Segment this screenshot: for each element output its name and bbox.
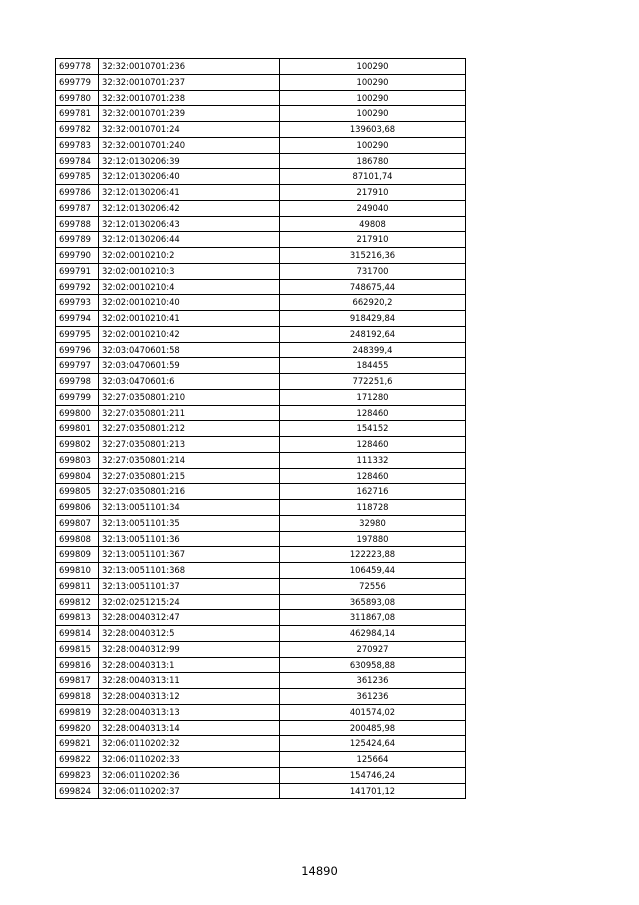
value-cell: 106459,44	[280, 563, 466, 579]
value-cell: 197880	[280, 531, 466, 547]
row-id-cell: 699796	[56, 342, 99, 358]
table-row	[56, 421, 466, 437]
row-id-cell: 699788	[56, 216, 99, 232]
value-cell: 49808	[280, 216, 466, 232]
row-id-cell: 699797	[56, 358, 99, 374]
row-id-cell: 699817	[56, 673, 99, 689]
value-cell: 111332	[280, 452, 466, 468]
table-row	[56, 626, 466, 642]
table-row	[56, 153, 466, 169]
cadastral-number-cell: 32:27:0350801:215	[99, 468, 280, 484]
table-row	[56, 90, 466, 106]
value-cell: 361236	[280, 689, 466, 705]
cadastral-number-cell: 32:28:0040313:12	[99, 689, 280, 705]
value-cell: 918429,84	[280, 311, 466, 327]
row-id-cell: 699823	[56, 767, 99, 783]
cadastral-number-cell: 32:03:0470601:6	[99, 374, 280, 390]
value-cell: 87101,74	[280, 169, 466, 185]
cadastral-number-cell: 32:27:0350801:210	[99, 389, 280, 405]
row-id-cell: 699816	[56, 657, 99, 673]
cadastral-number-cell: 32:28:0040312:47	[99, 610, 280, 626]
cadastral-number-cell: 32:27:0350801:211	[99, 405, 280, 421]
row-id-cell: 699799	[56, 389, 99, 405]
cadastral-number-cell: 32:12:0130206:39	[99, 153, 280, 169]
row-id-cell: 699807	[56, 515, 99, 531]
table-row	[56, 374, 466, 390]
page-number: 14890	[301, 864, 338, 878]
value-cell: 171280	[280, 389, 466, 405]
row-id-cell: 699811	[56, 578, 99, 594]
row-id-cell: 699793	[56, 295, 99, 311]
value-cell: 630958,88	[280, 657, 466, 673]
row-id-cell: 699821	[56, 736, 99, 752]
cadastral-number-cell: 32:28:0040312:5	[99, 626, 280, 642]
table-row	[56, 689, 466, 705]
value-cell: 162716	[280, 484, 466, 500]
cadastral-number-cell: 32:02:0010210:41	[99, 311, 280, 327]
table-row	[56, 106, 466, 122]
table-row	[56, 437, 466, 453]
table-row	[56, 185, 466, 201]
row-id-cell: 699819	[56, 704, 99, 720]
row-id-cell: 699781	[56, 106, 99, 122]
table-row	[56, 279, 466, 295]
table-row	[56, 200, 466, 216]
cadastral-number-cell: 32:28:0040313:14	[99, 720, 280, 736]
cadastral-number-cell: 32:06:0110202:37	[99, 783, 280, 799]
row-id-cell: 699802	[56, 437, 99, 453]
table-row	[56, 389, 466, 405]
value-cell: 249040	[280, 200, 466, 216]
row-id-cell: 699787	[56, 200, 99, 216]
value-cell: 200485,98	[280, 720, 466, 736]
row-id-cell: 699782	[56, 122, 99, 138]
row-id-cell: 699805	[56, 484, 99, 500]
cadastral-number-cell: 32:12:0130206:40	[99, 169, 280, 185]
cadastral-number-cell: 32:28:0040313:11	[99, 673, 280, 689]
value-cell: 141701,12	[280, 783, 466, 799]
table-row	[56, 358, 466, 374]
cadastral-number-cell: 32:12:0130206:42	[99, 200, 280, 216]
table-row	[56, 610, 466, 626]
row-id-cell: 699810	[56, 563, 99, 579]
table-row	[56, 783, 466, 799]
table-row	[56, 515, 466, 531]
cadastral-number-cell: 32:28:0040313:13	[99, 704, 280, 720]
row-id-cell: 699818	[56, 689, 99, 705]
row-id-cell: 699812	[56, 594, 99, 610]
value-cell: 100290	[280, 90, 466, 106]
table-row	[56, 405, 466, 421]
row-id-cell: 699783	[56, 137, 99, 153]
cadastral-number-cell: 32:13:0051101:367	[99, 547, 280, 563]
value-cell: 125664	[280, 752, 466, 768]
table-row	[56, 452, 466, 468]
value-cell: 361236	[280, 673, 466, 689]
value-cell: 32980	[280, 515, 466, 531]
cadastral-number-cell: 32:27:0350801:216	[99, 484, 280, 500]
cadastral-number-cell: 32:32:0010701:240	[99, 137, 280, 153]
table-row	[56, 657, 466, 673]
value-cell: 217910	[280, 232, 466, 248]
table-row	[56, 500, 466, 516]
row-id-cell: 699784	[56, 153, 99, 169]
value-cell: 186780	[280, 153, 466, 169]
table-row	[56, 594, 466, 610]
cadastral-number-cell: 32:13:0051101:34	[99, 500, 280, 516]
value-cell: 270927	[280, 641, 466, 657]
table-row	[56, 752, 466, 768]
table-row	[56, 720, 466, 736]
cadastral-number-cell: 32:13:0051101:37	[99, 578, 280, 594]
table-row	[56, 263, 466, 279]
value-cell: 154746,24	[280, 767, 466, 783]
row-id-cell: 699778	[56, 59, 99, 75]
table-row	[56, 248, 466, 264]
row-id-cell: 699786	[56, 185, 99, 201]
row-id-cell: 699800	[56, 405, 99, 421]
row-id-cell: 699804	[56, 468, 99, 484]
row-id-cell: 699824	[56, 783, 99, 799]
cadastral-number-cell: 32:02:0010210:4	[99, 279, 280, 295]
cadastral-number-cell: 32:12:0130206:44	[99, 232, 280, 248]
row-id-cell: 699792	[56, 279, 99, 295]
value-cell: 311867,08	[280, 610, 466, 626]
value-cell: 401574,02	[280, 704, 466, 720]
value-cell: 748675,44	[280, 279, 466, 295]
row-id-cell: 699798	[56, 374, 99, 390]
value-cell: 731700	[280, 263, 466, 279]
table-row	[56, 169, 466, 185]
value-cell: 128460	[280, 468, 466, 484]
table-row	[56, 641, 466, 657]
row-id-cell: 699815	[56, 641, 99, 657]
table-row	[56, 137, 466, 153]
value-cell: 154152	[280, 421, 466, 437]
cadastral-number-cell: 32:02:0010210:40	[99, 295, 280, 311]
value-cell: 128460	[280, 405, 466, 421]
table-row	[56, 547, 466, 563]
table-row	[56, 232, 466, 248]
value-cell: 72556	[280, 578, 466, 594]
row-id-cell: 699813	[56, 610, 99, 626]
value-cell: 139603,68	[280, 122, 466, 138]
cadastral-number-cell: 32:13:0051101:368	[99, 563, 280, 579]
row-id-cell: 699779	[56, 74, 99, 90]
cadastral-number-cell: 32:32:0010701:24	[99, 122, 280, 138]
table-row	[56, 216, 466, 232]
row-id-cell: 699809	[56, 547, 99, 563]
cadastral-number-cell: 32:27:0350801:214	[99, 452, 280, 468]
table-row	[56, 767, 466, 783]
row-id-cell: 699801	[56, 421, 99, 437]
value-cell: 100290	[280, 59, 466, 75]
table-row	[56, 673, 466, 689]
table-row	[56, 122, 466, 138]
cadastral-number-cell: 32:12:0130206:43	[99, 216, 280, 232]
value-cell: 315216,36	[280, 248, 466, 264]
row-id-cell: 699785	[56, 169, 99, 185]
cadastral-number-cell: 32:03:0470601:59	[99, 358, 280, 374]
cadastral-number-cell: 32:32:0010701:238	[99, 90, 280, 106]
value-cell: 248192,64	[280, 326, 466, 342]
cadastral-number-cell: 32:06:0110202:33	[99, 752, 280, 768]
row-id-cell: 699790	[56, 248, 99, 264]
cadastral-number-cell: 32:13:0051101:36	[99, 531, 280, 547]
cadastral-number-cell: 32:03:0470601:58	[99, 342, 280, 358]
row-id-cell: 699791	[56, 263, 99, 279]
table-row	[56, 578, 466, 594]
cadastral-number-cell: 32:13:0051101:35	[99, 515, 280, 531]
table-row	[56, 59, 466, 75]
table-body	[56, 59, 466, 799]
cadastral-number-cell: 32:02:0251215:24	[99, 594, 280, 610]
table-row	[56, 295, 466, 311]
cadastral-number-cell: 32:28:0040313:1	[99, 657, 280, 673]
table-row	[56, 74, 466, 90]
cadastral-number-cell: 32:02:0010210:42	[99, 326, 280, 342]
row-id-cell: 699789	[56, 232, 99, 248]
value-cell: 248399,4	[280, 342, 466, 358]
cadastral-number-cell: 32:06:0110202:32	[99, 736, 280, 752]
row-id-cell: 699795	[56, 326, 99, 342]
value-cell: 128460	[280, 437, 466, 453]
row-id-cell: 699808	[56, 531, 99, 547]
cadastral-number-cell: 32:12:0130206:41	[99, 185, 280, 201]
value-cell: 100290	[280, 106, 466, 122]
table-row	[56, 326, 466, 342]
row-id-cell: 699806	[56, 500, 99, 516]
value-cell: 772251,6	[280, 374, 466, 390]
cadastral-number-cell: 32:32:0010701:237	[99, 74, 280, 90]
cadastral-number-cell: 32:27:0350801:213	[99, 437, 280, 453]
row-id-cell: 699814	[56, 626, 99, 642]
row-id-cell: 699820	[56, 720, 99, 736]
value-cell: 662920,2	[280, 295, 466, 311]
cadastral-number-cell: 32:28:0040312:99	[99, 641, 280, 657]
table-row	[56, 311, 466, 327]
data-table	[55, 58, 466, 799]
cadastral-number-cell: 32:32:0010701:236	[99, 59, 280, 75]
row-id-cell: 699794	[56, 311, 99, 327]
row-id-cell: 699780	[56, 90, 99, 106]
value-cell: 100290	[280, 74, 466, 90]
value-cell: 184455	[280, 358, 466, 374]
table-row	[56, 736, 466, 752]
value-cell: 100290	[280, 137, 466, 153]
table-row	[56, 484, 466, 500]
cadastral-number-cell: 32:06:0110202:36	[99, 767, 280, 783]
value-cell: 125424,64	[280, 736, 466, 752]
value-cell: 118728	[280, 500, 466, 516]
cadastral-number-cell: 32:32:0010701:239	[99, 106, 280, 122]
table-row	[56, 468, 466, 484]
cadastral-number-cell: 32:27:0350801:212	[99, 421, 280, 437]
value-cell: 462984,14	[280, 626, 466, 642]
row-id-cell: 699822	[56, 752, 99, 768]
value-cell: 217910	[280, 185, 466, 201]
value-cell: 365893,08	[280, 594, 466, 610]
table-row	[56, 531, 466, 547]
table-row	[56, 563, 466, 579]
cadastral-number-cell: 32:02:0010210:3	[99, 263, 280, 279]
table-row	[56, 342, 466, 358]
value-cell: 122223,88	[280, 547, 466, 563]
row-id-cell: 699803	[56, 452, 99, 468]
table-row	[56, 704, 466, 720]
cadastral-number-cell: 32:02:0010210:2	[99, 248, 280, 264]
